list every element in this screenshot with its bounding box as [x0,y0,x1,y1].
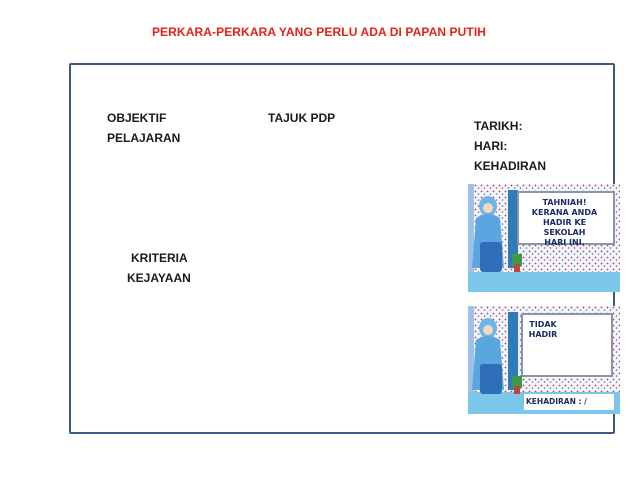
objektif-line: OBJEKTIF [107,111,167,125]
absent-title: TIDAK HADIR [528,320,558,339]
tajuk-pdp-label: TAJUK PDP [268,111,336,125]
present-line-4: HARI INI. [544,238,585,247]
attendance-card-present [468,184,620,292]
kehadiran-line: KEHADIRAN [474,159,546,173]
present-line-2: KERANA ANDA [531,208,598,217]
present-line-3: HADIR KE SEKOLAH [542,218,587,237]
pelajaran-line: PELAJARAN [107,131,181,145]
attendance-card-absent [468,306,620,414]
present-message [523,198,606,248]
hari-line: HARI: [474,139,508,153]
kriteria-kejayaan-label [127,248,191,288]
kriteria-line: KRITERIA [131,251,188,265]
kejayaan-line: KEJAYAAN [127,271,191,285]
tarikh-line: TARIKH: [474,119,523,133]
present-line-1: TAHNIAH! [542,198,587,207]
absent-kehadiran-footer: KEHADIRAN : / [526,397,587,406]
tarikh-hari-kehadiran-label [474,116,546,176]
page-title: PERKARA-PERKARA YANG PERLU ADA DI PAPAN PUTIH [151,25,487,39]
objektif-pelajaran-label [107,108,180,148]
